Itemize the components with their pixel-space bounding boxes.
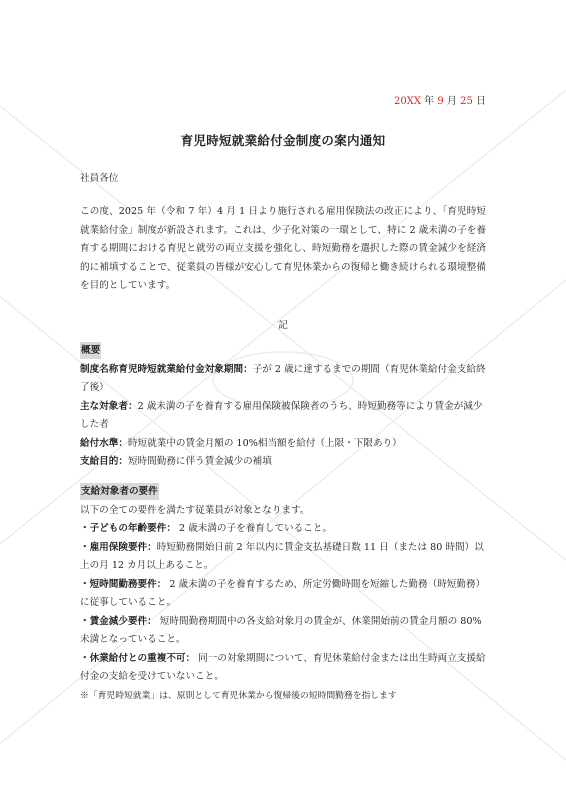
requirement-item <box>80 576 486 613</box>
overview-item-text: 2 歳未満の子を養育する雇用保険被保険者のうち、時短勤務等により賃金が減少した者 <box>80 400 483 430</box>
overview-item-text: 子が 2 歳に達するまでの期間（育児休業給付金支給終了後） <box>80 363 486 393</box>
overview-item-label: 支給目的： <box>80 456 128 467</box>
requirement-item-label: ・賃金減少要件： <box>80 615 157 627</box>
ki-marker: 記 <box>278 320 288 331</box>
document-title: 育児時短就業給付金制度の案内通知 <box>180 133 386 148</box>
requirement-item-label: ・雇用保険要件： <box>80 541 157 553</box>
requirements-section <box>80 483 486 705</box>
requirement-item-label: ・短時間勤務要件： <box>80 578 167 590</box>
date-day-suffix: 日 <box>476 96 486 107</box>
date-year: 20XX <box>393 96 421 107</box>
requirement-item-text: 2 歳未満の子を養育していること。 <box>175 523 333 534</box>
requirements-lead: 以下の全ての要件を満たす従業員が対象となります。 <box>80 504 310 516</box>
requirement-item-text: 同一の対象期間について、育児休業給付金または出生時両立支援給付金の支給を受けていないこと。 <box>80 652 486 682</box>
overview-section <box>80 342 486 472</box>
overview-item-text: 短時間勤務に伴う賃金減少の補填 <box>127 456 272 467</box>
requirement-item <box>80 539 486 576</box>
date-month-suffix: 月 <box>446 96 457 107</box>
overview-item-label: 給付水準： <box>80 437 128 449</box>
requirement-item <box>80 520 486 539</box>
date-month: 9 <box>437 96 444 107</box>
intro-paragraph: この度、2025 年（令和 7 年）4 月 1 日より施行される雇用保険法の改正により、「育児時短就業給付金」制度が新設されます。これは、少子化対策の一環として、特に 2 歳未満の子を養育する期間における育児と就労の両立支援を強化し、時短勤務を選択した際の賃金減少を経済的に補填することで、従業員の皆様が安心して育児休業からの復帰と働き続けられる環境整備を目的としています。 <box>80 206 486 291</box>
requirement-item-label: ・子どもの年齢要件： <box>80 523 176 534</box>
overview-heading: 概要 <box>80 342 101 359</box>
date-year-suffix: 年 <box>424 96 435 107</box>
overview-item <box>80 398 486 435</box>
overview-item <box>80 435 486 454</box>
requirement-item <box>80 650 486 687</box>
overview-item <box>80 453 486 472</box>
overview-item <box>80 361 486 398</box>
overview-item-label: 制度名称育児時短就業給付金対象期間： <box>80 363 253 375</box>
addressee: 社員各位 <box>80 173 119 184</box>
overview-item-text: 時短就業中の賃金月額の 10%相当額を給付（上限・下限あり） <box>127 437 402 449</box>
requirement-item-text: 2 歳未満の子を養育するため、所定労働時間を短縮した勤務（時短勤務）に従事していること。 <box>80 578 486 608</box>
footnote: ※「育児時短就業」は、原則として育児休業から復帰後の短時間勤務を指します <box>80 690 397 701</box>
requirement-item <box>80 613 486 650</box>
requirement-item-label: ・休業給付との重複不可： <box>80 652 196 664</box>
requirement-item-text: 短時間勤務期間中の各支給対象月の賃金が、休業開始前の賃金月額の 80%未満となっていること。 <box>80 615 482 645</box>
date-day: 25 <box>460 96 473 107</box>
issue-date <box>394 93 486 112</box>
overview-item-label: 主な対象者： <box>80 400 138 412</box>
requirements-heading: 支給対象者の要件 <box>80 483 159 500</box>
requirement-item-text: 時短勤務開始日前 2 年以内に賃金支払基礎日数 11 日（または 80 時間）以上の月 12 カ月以上あること。 <box>80 541 484 571</box>
